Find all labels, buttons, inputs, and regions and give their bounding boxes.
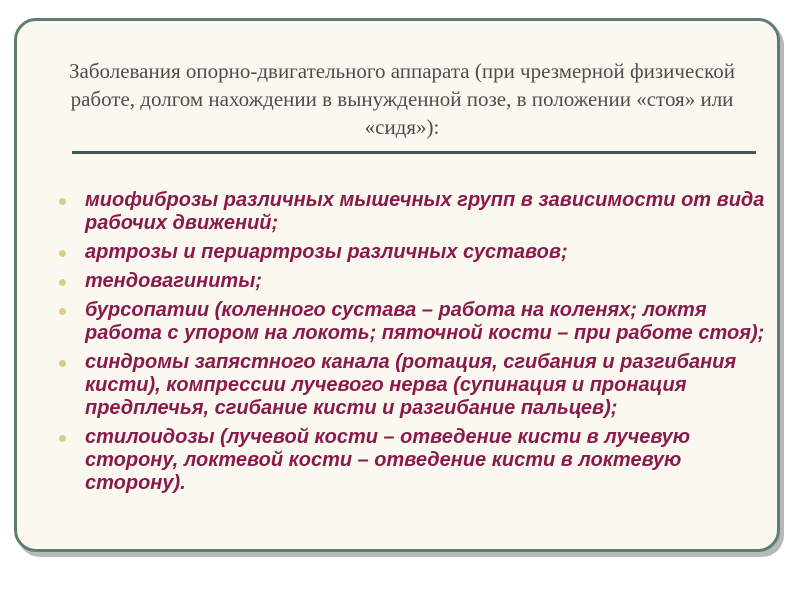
bullet-icon bbox=[59, 198, 66, 205]
bullet-list bbox=[57, 189, 767, 501]
list-item bbox=[57, 270, 767, 293]
title-divider bbox=[72, 151, 756, 154]
slide-frame bbox=[14, 18, 780, 552]
bullet-text: стилоидозы (лучевой кости – отведение кисти в лучевую сторону, локтевой кости – отведение кисти в локтевую сторону). bbox=[85, 426, 691, 494]
bullet-icon bbox=[59, 308, 66, 315]
list-item bbox=[57, 351, 767, 420]
list-item bbox=[57, 241, 767, 264]
bullet-icon bbox=[59, 250, 66, 257]
bullet-text: синдромы запястного канала (ротация, сгибания и разгибания кисти), компрессии лучевого нерва (супинация и пронация предплечья, сгибание кисти и разгибание пальцев); bbox=[85, 351, 737, 419]
bullet-text: тендовагиниты; bbox=[85, 270, 262, 292]
bullet-text: бурсопатии (коленного сустава – работа на коленях; локтя работа с упором на локоть; пяточной кости – при работе стоя); bbox=[85, 299, 765, 344]
bullet-icon bbox=[59, 360, 66, 367]
list-item bbox=[57, 189, 767, 235]
slide-title: Заболевания опорно-двигательного аппарата (при чрезмерной физической работе, долгом нахождении в вынужденной позе, в положении «стоя» или «сидя»): bbox=[68, 59, 736, 139]
list-item bbox=[57, 299, 767, 345]
bullet-text: миофиброзы различных мышечных групп в зависимости от вида рабочих движений; bbox=[85, 189, 765, 234]
list-item bbox=[57, 426, 767, 495]
bullet-text: артрозы и периартрозы различных суставов; bbox=[85, 241, 568, 263]
bullet-icon bbox=[59, 435, 66, 442]
bullet-icon bbox=[59, 279, 66, 286]
